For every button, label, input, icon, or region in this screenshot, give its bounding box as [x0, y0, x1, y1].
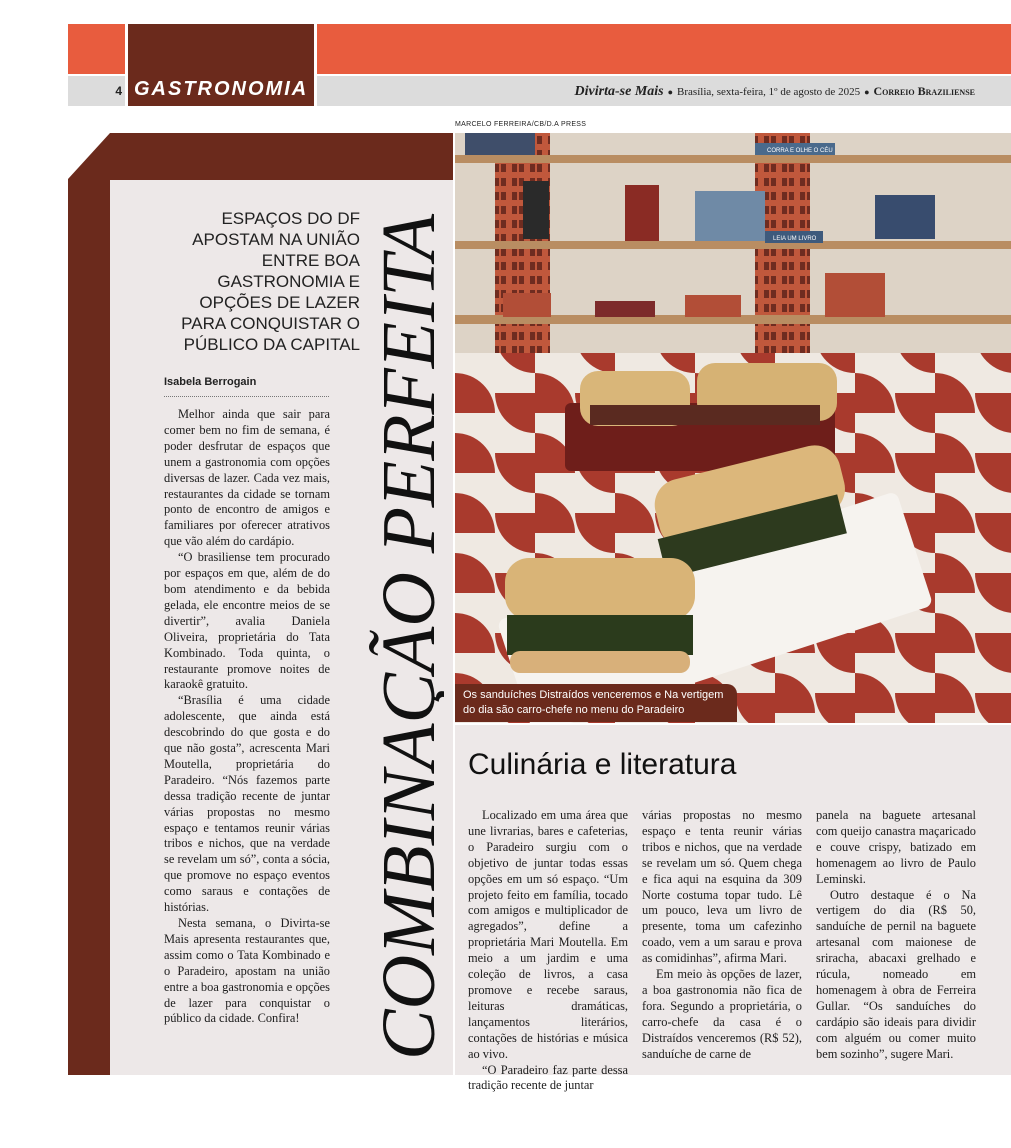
bullet-icon: ●: [667, 87, 674, 97]
byline-divider: [164, 396, 329, 397]
headline-text: COMBINAÇÃO PERFEITA: [367, 210, 444, 1060]
photo-caption: Os sanduíches Distraídos venceremos e Na vertigem do dia são carro-chefe no menu do Paradeiro: [463, 689, 724, 716]
sidebar-column: [642, 808, 802, 1063]
paragraph: panela na baguete artesanal com queijo canastra maçaricado e couve crispy, batizado em homenagem ao livro de Paulo Leminski.: [816, 808, 976, 886]
header-meta: [317, 76, 975, 106]
article-body: [164, 407, 330, 1027]
section-title: GASTRONOMIA: [134, 78, 309, 100]
deck: ESPAÇOS DO DF APOSTAM NA UNIÃO ENTRE BOA GASTRONOMIA E OPÇÕES DE LAZER PARA CONQUISTAR O PÚBLICO DA CAPITAL: [181, 209, 360, 354]
sidebar-column: [468, 808, 628, 1094]
paragraph: Nesta semana, o Divirta-se Mais apresenta restaurantes que, assim como o Tata Kombinado e o Paradeiro, apostam na união entre a boa gastronomia e opções de lazer para conquistar o público da cidade. Confira!: [164, 916, 330, 1026]
paragraph: várias propostas no mesmo espaço e tenta reunir várias tribos e nichos, que na verdade se revelam um só. Quem chega e fica aqui na esquina da 309 Norte costuma topar tudo. Lê um pouco, leva um livro de presente, toma um cafezinho coado, vem a um sarau e prova as comidinhas”, afirma Mari.: [642, 808, 802, 966]
paragraph: Melhor ainda que sair para comer bem no fim de semana, é poder desfrutar de espaços que unem a gastronomia com opções diversas de lazer. Cada vez mais, restaurantes da cidade se tornam ponto de encontro de amigos e familiares por oferecer atrativos que vão além do cardápio.: [164, 407, 330, 549]
header-accent-right: [317, 24, 1011, 74]
sandwich-photo: [455, 133, 1011, 723]
sidebar-column: [816, 808, 976, 1063]
paragraph: Em meio às opções de lazer, a boa gastronomia não fica de fora. Segundo a proprietária, o carro-chefe da casa é o Distraídos venceremos (R$ 52), sanduíche de carne de: [642, 967, 802, 1061]
paragraph: “O Paradeiro faz parte dessa tradição recente de juntar: [468, 1062, 628, 1093]
dateline: Brasília, sexta-feira, 1º de agosto de 2025: [677, 86, 861, 98]
headline: [360, 208, 444, 1064]
byline: Isabela Berrogain: [164, 376, 257, 388]
supplement-name: Divirta-se Mais: [574, 84, 664, 99]
page-number: 4: [115, 84, 122, 98]
photo-credit: MARCELO FERREIRA/CB/D.A PRESS: [455, 121, 587, 128]
header-accent-left: [68, 24, 125, 74]
paragraph: Outro destaque é o Na vertigem do dia (R$ 50, sanduíche de pernil na baguete artesanal com maionese de sriracha, abacaxi grelhado e rúcula, nomeado em homenagem à obra de Ferreira Gullar. “Os sanduíches do cardápio são ideais para dividir com alguém ou comer muito bem sozinho”, sugere Mari.: [816, 887, 976, 1061]
paragraph: “Brasília é uma cidade adolescente, que ainda está descobrindo do que gosta e do que não gosta”, acrescenta Mari Moutella, proprietária do Paradeiro. “Nós fazemos parte dessa tradição recente de juntar várias propostas no mesmo espaço e tentamos reunir várias tribos e nichos, que na verdade se revelam um só”, conta a sócia, que promove no espaço eventos como saraus e contações de histórias.: [164, 693, 330, 915]
newspaper-name: Correio Braziliense: [873, 84, 975, 98]
book-label: CORRA E OLHE O CÉU: [767, 148, 833, 154]
book-label: LEIA UM LIVRO: [773, 236, 817, 242]
bullet-icon: ●: [864, 87, 870, 97]
paragraph: “O brasiliense tem procurado por espaços em que, além de do bom atendimento e da bebida gelada, ele encontre meios de se divertir”, avalia Daniela Oliveira, proprietária do Tata Kombinado. Toda quinta, o restaurante promove noites de karaokê gratuito.: [164, 550, 330, 692]
sidebar-headline: Culinária e literatura: [468, 748, 737, 781]
paragraph: Localizado em uma área que une livrarias, bares e cafeterias, o Paradeiro surgiu com o objetivo de juntar todas essas opções em um só espaço. “Um projeto feito em família, tocado com amigos e multiplicador de agregados”, define a proprietária Mari Moutella. Em meio a um jardim e uma coleção de livros, a casa promove e recebe saraus, leituras dramáticas, lançamentos literários, contações de histórias e música ao vivo.: [468, 808, 628, 1061]
